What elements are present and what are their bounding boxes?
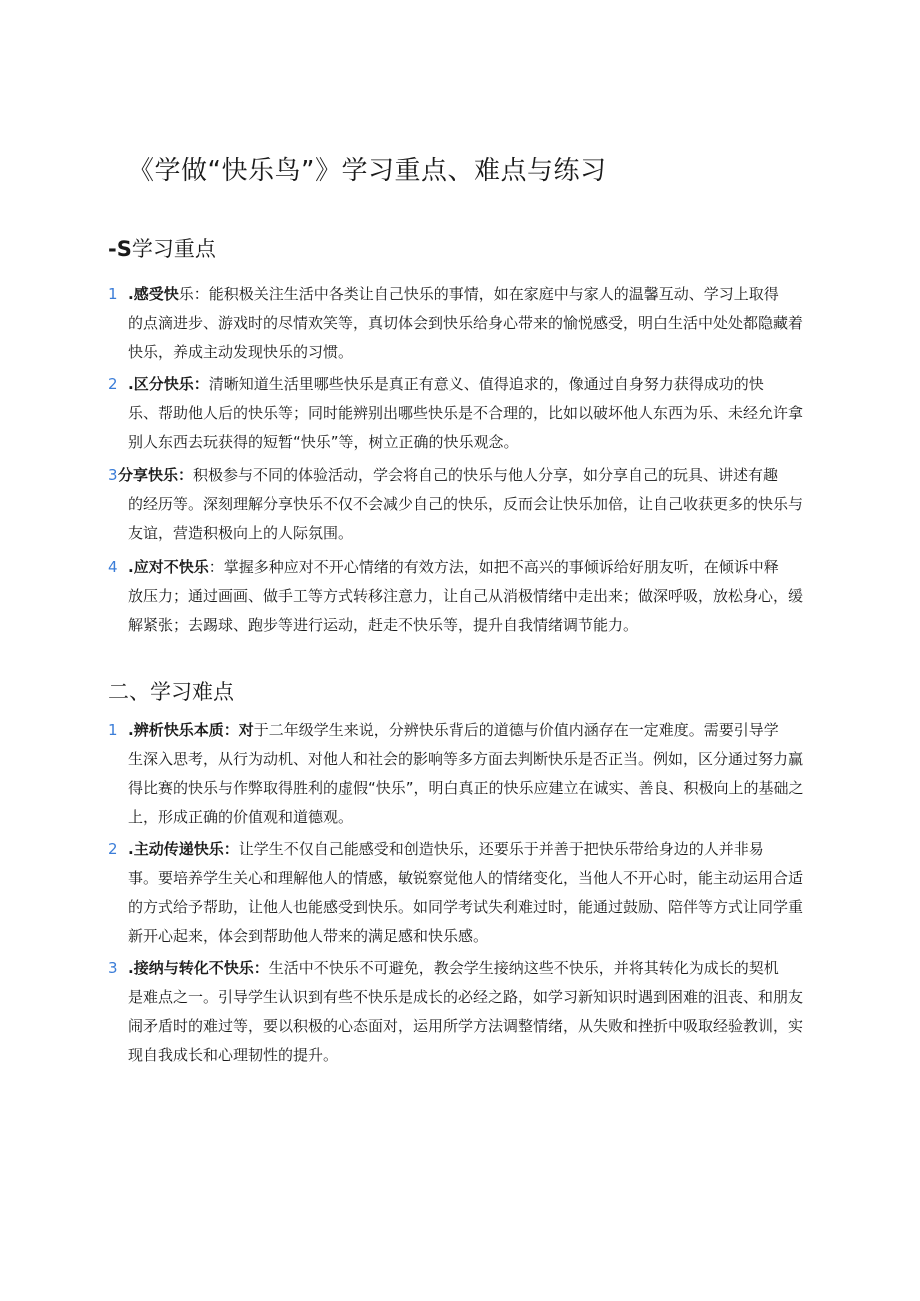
item-label: .应对不快乐: [128, 558, 209, 576]
section2-heading: 二、学习难点: [108, 680, 234, 704]
item-line1: 于二年级学生来说，分辨快乐背后的道德与价值内涵存在一定难度。需要引导学: [253, 721, 779, 739]
item-line1: 生活中不快乐不可避免，教会学生接纳这些不快乐，并将其转化为成长的契机: [268, 959, 779, 977]
difficulty-item-2: [108, 835, 808, 951]
item-number: 3: [108, 466, 118, 484]
item-number: 2: [108, 840, 118, 858]
item-label: .感受快: [128, 285, 179, 303]
focus-item-2: [108, 370, 808, 457]
focus-item-4: [108, 553, 808, 640]
item-body: 乐、帮助他人后的快乐等；同时能辨别出哪些快乐是不合理的，比如以破坏他人东西为乐、未经允许拿别人东西去玩获得的短暂“快乐”等，树立正确的快乐观念。: [128, 404, 804, 451]
item-line1: 让学生不仅自己能感受和创造快乐，还要乐于并善于把快乐带给身边的人并非易: [238, 840, 764, 858]
item-number: 1: [108, 285, 118, 303]
item-line1: 积极参与不同的体验活动，学会将自己的快乐与他人分享，如分享自己的玩具、讲述有趣: [193, 466, 779, 484]
item-body: 的经历等。深刻理解分享快乐不仅不会减少自己的快乐，反而会让快乐加倍，让自己收获更多的快乐与友谊，营造积极向上的人际氛围。: [128, 495, 804, 542]
item-label: .主动传递快乐：: [128, 840, 239, 858]
item-number: 4: [108, 558, 118, 576]
item-body: 放压力；通过画画、做手工等方式转移注意力，让自己从消极情绪中走出来；做深呼吸，放松身心，缓解紧张；去踢球、跑步等进行运动，赶走不快乐等，提升自我情绪调节能力。: [128, 587, 804, 634]
item-label: .辨析快乐本质：对: [128, 721, 254, 739]
item-line1: ：掌握多种应对不开心情绪的有效方法，如把不高兴的事倾诉给好朋友听，在倾诉中释: [208, 558, 779, 576]
item-number: 3: [108, 959, 118, 977]
focus-item-1: [108, 280, 808, 367]
item-label: 分享快乐：: [118, 466, 194, 484]
item-body: 生深入思考，从行为动机、对他人和社会的影响等多方面去判断快乐是否正当。例如，区分通过努力赢得比赛的快乐与作弊取得胜利的虚假“快乐”，明白真正的快乐应建立在诚实、善良、积极向上的基础之上，形成正确的价值观和道德观。: [128, 750, 804, 826]
doc-title: 《学做“快乐鸟”》学习重点、难点与练习: [128, 156, 607, 186]
item-number: 1: [108, 721, 118, 739]
item-body: 事。要培养学生关心和理解他人的情感，敏锐察觉他人的情绪变化，当他人不开心时，能主动运用合适的方式给予帮助，让他人也能感受到快乐。如同学考试失利难过时，能通过鼓励、陪伴等方式让同学重新开心起来，体会到帮助他人带来的满足感和快乐感。: [128, 869, 804, 945]
difficulty-item-1: [108, 716, 808, 832]
item-number: 2: [108, 375, 118, 393]
section1-heading: [108, 233, 216, 263]
item-body: 是难点之一。引导学生认识到有些不快乐是成长的必经之路，如学习新知识时遇到困难的沮丧、和朋友闹矛盾时的难过等，要以积极的心态面对，运用所学方法调整情绪，从失败和挫折中吸取经验教训，实现自我成长和心理韧性的提升。: [128, 988, 804, 1064]
item-body: 的点滴进步、游戏时的尽情欢笑等，真切体会到快乐给身心带来的愉悦感受，明白生活中处处都隐藏着快乐，养成主动发现快乐的习惯。: [128, 314, 804, 361]
section1-prefix: -S: [108, 237, 132, 261]
focus-item-3: [108, 461, 808, 548]
item-line1: 清晰知道生活里哪些快乐是真正有意义、值得追求的，像通过自身努力获得成功的快: [208, 375, 764, 393]
section1-title: 学习重点: [131, 237, 216, 261]
item-line1: 乐：能积极关注生活中各类让自己快乐的事情，如在家庭中与家人的温馨互动、学习上取得: [178, 285, 779, 303]
difficulty-item-3: [108, 954, 808, 1070]
item-label: .接纳与转化不快乐：: [128, 959, 269, 977]
item-label: .区分快乐：: [128, 375, 209, 393]
